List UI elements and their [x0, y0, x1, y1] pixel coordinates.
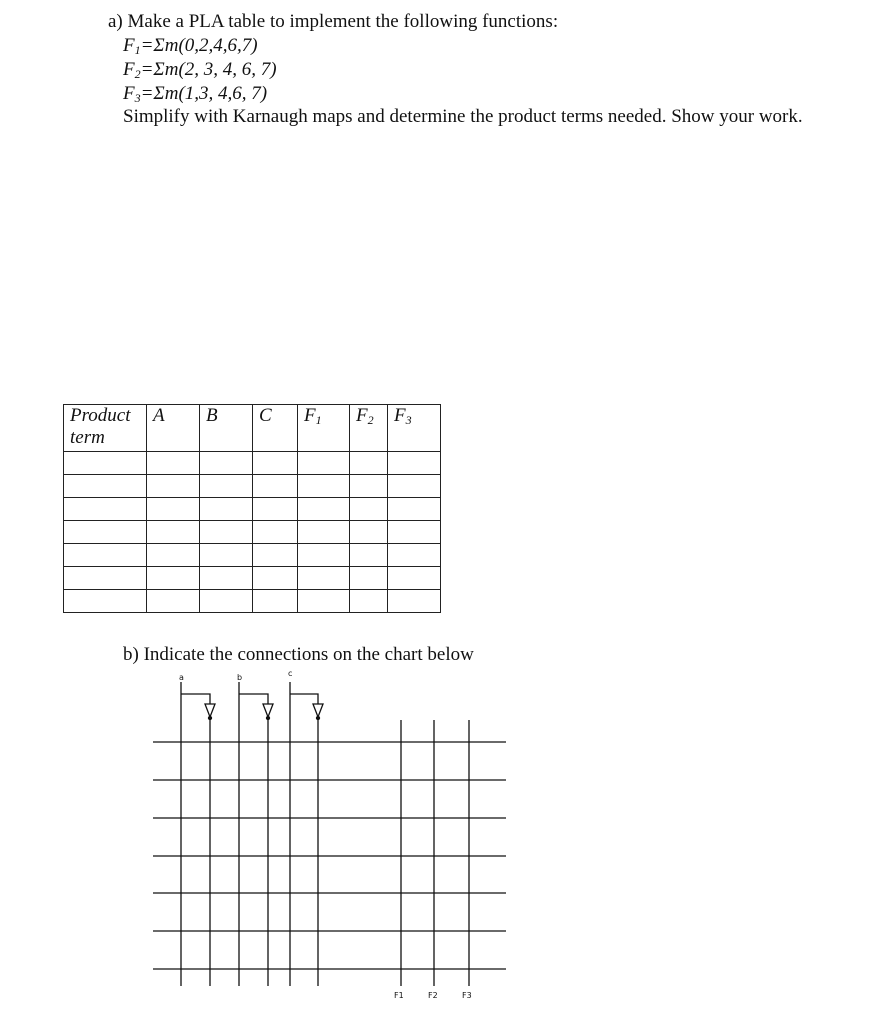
input-a — [181, 682, 215, 986]
inverter-icon — [313, 704, 323, 717]
branch-wire — [290, 694, 318, 704]
header-c: C — [253, 405, 298, 452]
h-sub: 1 — [315, 413, 322, 427]
inverter-icon — [205, 704, 215, 717]
simplify-instruction: Simplify with Karnaugh maps and determine the product terms needed. Show your work. — [123, 106, 803, 127]
fn-sub: 1 — [134, 43, 141, 57]
header-b: B — [200, 405, 253, 452]
h: F — [394, 405, 406, 426]
h: F — [356, 405, 368, 426]
h-sub: 3 — [405, 413, 412, 427]
output-label-f2: F2 — [428, 991, 438, 1000]
input-label-b: b — [237, 673, 243, 682]
branch-wire — [239, 694, 268, 704]
part-b-instruction: b) Indicate the connections on the chart below — [123, 644, 474, 665]
h: F — [304, 405, 316, 426]
input-c — [290, 682, 323, 986]
fn-name: F — [123, 83, 135, 104]
product-lines — [153, 742, 506, 969]
output-label-f1: F1 — [394, 991, 404, 1000]
output-label-f3: F3 — [462, 991, 472, 1000]
inverter-icon — [263, 704, 273, 717]
input-label-a: a — [179, 673, 184, 682]
fn-sub: 3 — [134, 91, 141, 105]
fn-sub: 2 — [134, 67, 141, 81]
fn-expr: =Σm(2, 3, 4, 6, 7) — [140, 59, 277, 80]
fn-expr: =Σm(1,3, 4,6, 7) — [140, 83, 268, 104]
branch-wire — [181, 694, 210, 704]
part-a-instruction: a) Make a PLA table to implement the following functions: — [108, 11, 559, 32]
h-sub: 2 — [367, 413, 374, 427]
fn-expr: =Σm(0,2,4,6,7) — [140, 35, 258, 56]
fn-name: F — [123, 59, 135, 80]
header-product-term: Product term — [64, 405, 147, 452]
header-a: A — [147, 405, 200, 452]
input-label-c: c — [288, 669, 293, 678]
input-b — [239, 682, 273, 986]
fn-name: F — [123, 35, 135, 56]
